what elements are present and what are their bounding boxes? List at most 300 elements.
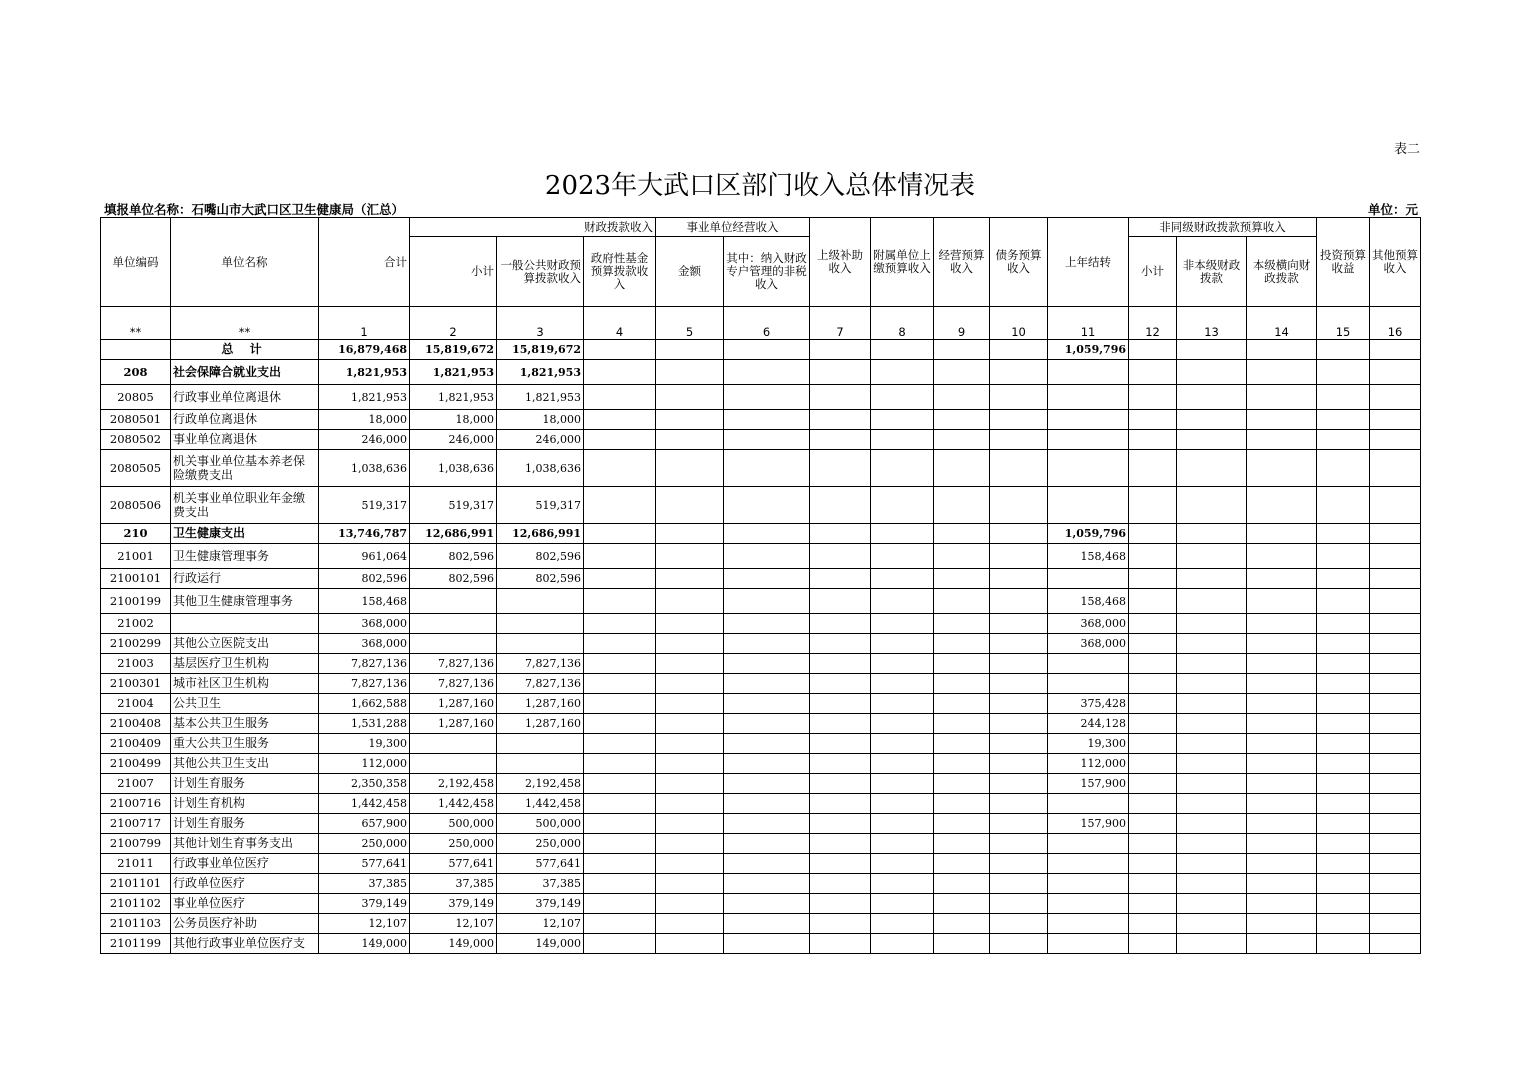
empty-cell (871, 774, 934, 794)
empty-cell (810, 614, 871, 634)
empty-cell (584, 569, 656, 589)
empty-cell (1317, 774, 1370, 794)
empty-cell (1247, 774, 1317, 794)
empty-cell (1177, 654, 1247, 674)
row-code: 2100717 (101, 814, 171, 834)
currency-unit: 单位：元 (1367, 202, 1418, 217)
empty-cell (810, 854, 871, 874)
empty-cell (934, 430, 990, 450)
empty-cell (1317, 569, 1370, 589)
empty-cell (656, 814, 724, 834)
row-code: 2080501 (101, 410, 171, 430)
empty-cell (656, 874, 724, 894)
row-fiscal-subtotal: 1,821,953 (410, 385, 497, 410)
empty-cell (724, 754, 810, 774)
empty-cell (656, 934, 724, 954)
row-carryover (1048, 385, 1129, 410)
empty-cell (934, 340, 990, 360)
empty-cell (871, 360, 934, 385)
empty-cell (724, 814, 810, 834)
empty-cell (990, 589, 1048, 614)
empty-cell (1317, 714, 1370, 734)
row-name: 其他公共卫生支出 (171, 754, 319, 774)
empty-cell (584, 524, 656, 544)
empty-cell (1129, 714, 1177, 734)
empty-cell (1177, 774, 1247, 794)
empty-cell (1177, 694, 1247, 714)
header-business-amount: 金额 (656, 237, 724, 307)
empty-cell (990, 814, 1048, 834)
empty-cell (810, 754, 871, 774)
row-fiscal-subtotal: 12,107 (410, 914, 497, 934)
table-row (101, 694, 1421, 714)
empty-cell (1129, 754, 1177, 774)
empty-cell (584, 734, 656, 754)
row-total: 19,300 (319, 734, 410, 754)
empty-cell (656, 854, 724, 874)
row-code: 2080506 (101, 487, 171, 524)
empty-cell (934, 794, 990, 814)
empty-cell (990, 854, 1048, 874)
row-fiscal-general (497, 754, 584, 774)
empty-cell (584, 714, 656, 734)
table-row (101, 934, 1421, 954)
empty-cell (990, 430, 1048, 450)
empty-cell (1129, 874, 1177, 894)
row-name: 其他卫生健康管理事务 (171, 589, 319, 614)
empty-cell (990, 654, 1048, 674)
empty-cell (584, 634, 656, 654)
empty-cell (1177, 524, 1247, 544)
row-name: 事业单位医疗 (171, 894, 319, 914)
empty-cell (1370, 524, 1421, 544)
row-fiscal-general: 7,827,136 (497, 674, 584, 694)
empty-cell (871, 714, 934, 734)
empty-cell (1177, 634, 1247, 654)
row-fiscal-subtotal (410, 754, 497, 774)
empty-cell (584, 430, 656, 450)
row-total: 577,641 (319, 854, 410, 874)
table-row (101, 614, 1421, 634)
empty-cell (934, 854, 990, 874)
header-fiscal-gov-fund: 政府性基金预算拨款收入 (584, 237, 656, 307)
empty-cell (656, 834, 724, 854)
empty-cell (1129, 360, 1177, 385)
header-fiscal-general: 一般公共财政预算拨款收入 (497, 237, 584, 307)
empty-cell (584, 674, 656, 694)
empty-cell (1177, 430, 1247, 450)
empty-cell (934, 450, 990, 487)
empty-cell (810, 874, 871, 894)
empty-cell (934, 714, 990, 734)
row-name: 计划生育服务 (171, 814, 319, 834)
empty-cell (724, 774, 810, 794)
row-carryover (1048, 914, 1129, 934)
empty-cell (584, 544, 656, 569)
row-total: 961,064 (319, 544, 410, 569)
empty-cell (1247, 714, 1317, 734)
row-code: 2100101 (101, 569, 171, 589)
empty-cell (584, 794, 656, 814)
empty-cell (656, 614, 724, 634)
empty-cell (584, 894, 656, 914)
empty-cell (990, 340, 1048, 360)
empty-cell (1317, 430, 1370, 450)
row-carryover: 157,900 (1048, 774, 1129, 794)
row-fiscal-general: 1,442,458 (497, 794, 584, 814)
row-carryover (1048, 569, 1129, 589)
empty-cell (990, 634, 1048, 654)
row-carryover: 368,000 (1048, 634, 1129, 654)
empty-cell (1370, 654, 1421, 674)
row-fiscal-general: 577,641 (497, 854, 584, 874)
empty-cell (1247, 614, 1317, 634)
empty-cell (1247, 524, 1317, 544)
empty-cell (1129, 487, 1177, 524)
empty-cell (1370, 410, 1421, 430)
page-title: 2023年大武口区部门收入总体情况表 (544, 171, 976, 201)
empty-cell (584, 814, 656, 834)
table-header (101, 218, 1421, 307)
row-name: 公务员医疗补助 (171, 914, 319, 934)
empty-cell (1317, 360, 1370, 385)
row-code: 2080502 (101, 430, 171, 450)
row-carryover (1048, 794, 1129, 814)
empty-cell (871, 524, 934, 544)
empty-cell (934, 569, 990, 589)
empty-cell (1370, 614, 1421, 634)
empty-cell (584, 834, 656, 854)
empty-cell (1317, 674, 1370, 694)
empty-cell (1247, 569, 1317, 589)
empty-cell (1177, 487, 1247, 524)
empty-cell (1129, 734, 1177, 754)
empty-cell (871, 654, 934, 674)
empty-cell (724, 834, 810, 854)
empty-cell (1129, 430, 1177, 450)
empty-cell (1129, 894, 1177, 914)
empty-cell (1370, 544, 1421, 569)
column-number: 9 (934, 307, 990, 340)
empty-cell (934, 814, 990, 834)
row-fiscal-subtotal: 1,038,636 (410, 450, 497, 487)
row-name: 计划生育服务 (171, 774, 319, 794)
empty-cell (1129, 634, 1177, 654)
empty-cell (1177, 450, 1247, 487)
row-fiscal-subtotal (410, 589, 497, 614)
empty-cell (871, 914, 934, 934)
empty-cell (810, 774, 871, 794)
table-row (101, 634, 1421, 654)
empty-cell (724, 694, 810, 714)
row-fiscal-subtotal (410, 614, 497, 634)
empty-cell (724, 894, 810, 914)
empty-cell (990, 614, 1048, 634)
empty-cell (810, 410, 871, 430)
empty-cell (1247, 674, 1317, 694)
empty-cell (1177, 854, 1247, 874)
empty-cell (871, 754, 934, 774)
empty-cell (810, 834, 871, 854)
empty-cell (656, 714, 724, 734)
empty-cell (724, 410, 810, 430)
row-fiscal-subtotal: 577,641 (410, 854, 497, 874)
empty-cell (1247, 487, 1317, 524)
empty-cell (871, 450, 934, 487)
empty-cell (810, 634, 871, 654)
column-number: 13 (1177, 307, 1247, 340)
row-total: 802,596 (319, 569, 410, 589)
header-non-peer-nonlocal: 非本级财政拨款 (1177, 237, 1247, 307)
empty-cell (1247, 589, 1317, 614)
row-code: 208 (101, 360, 171, 385)
row-carryover: 244,128 (1048, 714, 1129, 734)
empty-cell (1177, 894, 1247, 914)
empty-cell (1177, 734, 1247, 754)
row-fiscal-subtotal: 149,000 (410, 934, 497, 954)
empty-cell (990, 914, 1048, 934)
row-code: 21002 (101, 614, 171, 634)
row-total: 13,746,787 (319, 524, 410, 544)
empty-cell (1317, 734, 1370, 754)
empty-cell (656, 654, 724, 674)
table-row (101, 914, 1421, 934)
empty-cell (724, 714, 810, 734)
empty-cell (1370, 450, 1421, 487)
row-fiscal-general: 37,385 (497, 874, 584, 894)
empty-cell (1177, 385, 1247, 410)
row-code: 2100408 (101, 714, 171, 734)
row-name: 机关事业单位职业年金缴费支出 (171, 487, 319, 524)
table-row (101, 360, 1421, 385)
empty-cell (1370, 569, 1421, 589)
empty-cell (1247, 340, 1317, 360)
table-row (101, 410, 1421, 430)
empty-cell (1247, 934, 1317, 954)
row-name: 其他计划生育事务支出 (171, 834, 319, 854)
row-code: 2100199 (101, 589, 171, 614)
column-number: 8 (871, 307, 934, 340)
empty-cell (990, 694, 1048, 714)
empty-cell (1317, 794, 1370, 814)
empty-cell (934, 524, 990, 544)
empty-cell (1177, 340, 1247, 360)
row-carryover (1048, 854, 1129, 874)
row-fiscal-general (497, 589, 584, 614)
empty-cell (724, 934, 810, 954)
row-total: 1,531,288 (319, 714, 410, 734)
empty-cell (1177, 794, 1247, 814)
row-code: 21011 (101, 854, 171, 874)
empty-cell (1129, 385, 1177, 410)
row-code: 2101102 (101, 894, 171, 914)
empty-cell (584, 854, 656, 874)
empty-cell (1370, 487, 1421, 524)
empty-cell (724, 340, 810, 360)
empty-cell (990, 934, 1048, 954)
empty-cell (810, 814, 871, 834)
empty-cell (1317, 544, 1370, 569)
empty-cell (1317, 487, 1370, 524)
empty-cell (810, 589, 871, 614)
empty-cell (1177, 914, 1247, 934)
empty-cell (871, 544, 934, 569)
row-fiscal-general (497, 734, 584, 754)
empty-cell (810, 487, 871, 524)
empty-cell (990, 410, 1048, 430)
empty-cell (871, 894, 934, 914)
empty-cell (934, 914, 990, 934)
empty-cell (656, 340, 724, 360)
empty-cell (724, 734, 810, 754)
row-name: 行政运行 (171, 569, 319, 589)
empty-cell (1177, 360, 1247, 385)
empty-cell (871, 694, 934, 714)
row-fiscal-general: 379,149 (497, 894, 584, 914)
empty-cell (1129, 914, 1177, 934)
column-number: ** (171, 307, 319, 340)
column-number: 16 (1370, 307, 1421, 340)
empty-cell (1129, 589, 1177, 614)
empty-cell (1247, 385, 1317, 410)
row-code: 2101101 (101, 874, 171, 894)
row-fiscal-general: 1,821,953 (497, 360, 584, 385)
row-fiscal-general: 1,821,953 (497, 385, 584, 410)
empty-cell (934, 674, 990, 694)
empty-cell (724, 544, 810, 569)
row-code: 2100799 (101, 834, 171, 854)
empty-cell (1129, 654, 1177, 674)
empty-cell (934, 754, 990, 774)
table-row (101, 487, 1421, 524)
income-table (100, 217, 1421, 954)
row-total: 18,000 (319, 410, 410, 430)
table-row (101, 734, 1421, 754)
column-number: 7 (810, 307, 871, 340)
empty-cell (1317, 634, 1370, 654)
row-code: 2101199 (101, 934, 171, 954)
header-business-nontax: 其中：纳入财政专户管理的非税收入 (724, 237, 810, 307)
empty-cell (656, 450, 724, 487)
empty-cell (871, 814, 934, 834)
empty-cell (1247, 430, 1317, 450)
empty-cell (810, 794, 871, 814)
empty-cell (1317, 754, 1370, 774)
empty-cell (584, 754, 656, 774)
table-row (101, 569, 1421, 589)
empty-cell (1177, 674, 1247, 694)
row-fiscal-general: 1,287,160 (497, 714, 584, 734)
row-total: 2,350,358 (319, 774, 410, 794)
empty-cell (1317, 694, 1370, 714)
row-fiscal-general: 250,000 (497, 834, 584, 854)
empty-cell (934, 614, 990, 634)
empty-cell (1177, 934, 1247, 954)
row-fiscal-general: 12,107 (497, 914, 584, 934)
row-fiscal-general: 7,827,136 (497, 654, 584, 674)
empty-cell (990, 794, 1048, 814)
empty-cell (656, 487, 724, 524)
row-fiscal-general: 149,000 (497, 934, 584, 954)
empty-cell (584, 874, 656, 894)
row-total: 519,317 (319, 487, 410, 524)
empty-cell (1177, 614, 1247, 634)
empty-cell (934, 734, 990, 754)
row-fiscal-general: 802,596 (497, 544, 584, 569)
row-total: 7,827,136 (319, 654, 410, 674)
empty-cell (1370, 874, 1421, 894)
empty-cell (1370, 894, 1421, 914)
row-fiscal-general (497, 634, 584, 654)
table-row (101, 340, 1421, 360)
row-code (101, 340, 171, 360)
row-fiscal-subtotal: 1,821,953 (410, 360, 497, 385)
row-total: 379,149 (319, 894, 410, 914)
row-total: 1,821,953 (319, 360, 410, 385)
empty-cell (1247, 854, 1317, 874)
row-carryover: 1,059,796 (1048, 524, 1129, 544)
empty-cell (656, 674, 724, 694)
table-row (101, 524, 1421, 544)
empty-cell (724, 854, 810, 874)
row-fiscal-subtotal: 2,192,458 (410, 774, 497, 794)
column-number: 15 (1317, 307, 1370, 340)
empty-cell (871, 569, 934, 589)
row-fiscal-subtotal: 18,000 (410, 410, 497, 430)
row-name: 重大公共卫生服务 (171, 734, 319, 754)
empty-cell (1370, 714, 1421, 734)
table-row (101, 589, 1421, 614)
row-carryover (1048, 654, 1129, 674)
empty-cell (1370, 340, 1421, 360)
empty-cell (934, 360, 990, 385)
header-non-peer-subtotal: 小计 (1129, 237, 1177, 307)
empty-cell (656, 914, 724, 934)
row-fiscal-general: 500,000 (497, 814, 584, 834)
table-row (101, 834, 1421, 854)
empty-cell (871, 854, 934, 874)
header-fiscal-subtotal: 小计 (410, 237, 497, 307)
empty-cell (1177, 589, 1247, 614)
empty-cell (810, 430, 871, 450)
empty-cell (1129, 694, 1177, 714)
empty-cell (724, 914, 810, 934)
empty-cell (584, 410, 656, 430)
empty-cell (724, 614, 810, 634)
empty-cell (990, 874, 1048, 894)
empty-cell (1129, 854, 1177, 874)
empty-cell (584, 614, 656, 634)
header-code: 单位编码 (101, 218, 171, 307)
empty-cell (990, 544, 1048, 569)
empty-cell (1129, 794, 1177, 814)
empty-cell (584, 385, 656, 410)
empty-cell (656, 589, 724, 614)
row-fiscal-subtotal: 7,827,136 (410, 654, 497, 674)
row-carryover (1048, 410, 1129, 430)
empty-cell (990, 524, 1048, 544)
empty-cell (1247, 834, 1317, 854)
empty-cell (934, 654, 990, 674)
column-number: 10 (990, 307, 1048, 340)
empty-cell (1370, 754, 1421, 774)
row-fiscal-general: 519,317 (497, 487, 584, 524)
row-carryover (1048, 894, 1129, 914)
column-number: 12 (1129, 307, 1177, 340)
row-total: 112,000 (319, 754, 410, 774)
empty-cell (810, 340, 871, 360)
empty-cell (990, 569, 1048, 589)
